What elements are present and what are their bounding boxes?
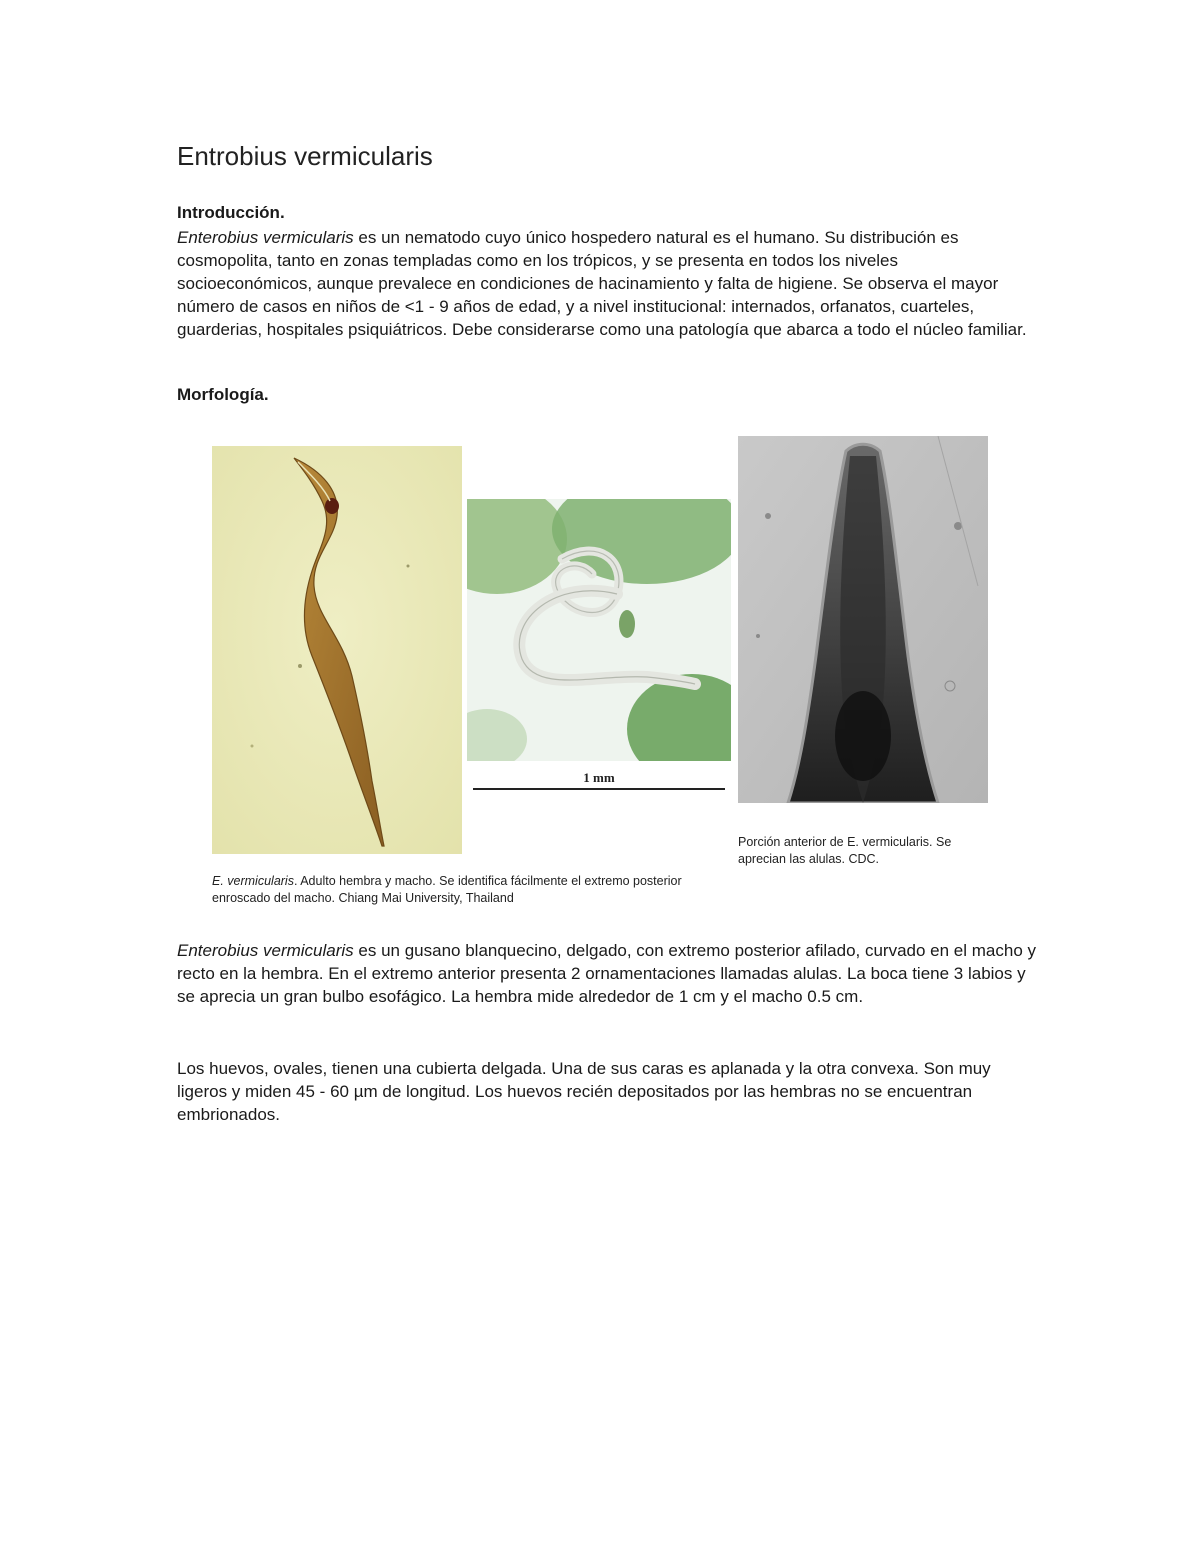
morphology-paragraph-1 [177, 939, 1037, 1008]
caption-anterior-portion: Porción anterior de E. vermicularis. Se aprecian las alulas. CDC. [738, 835, 952, 866]
page-title: Entrobius vermicularis [177, 141, 433, 171]
caption-adult [212, 873, 712, 907]
intro-heading: Introducción. [177, 203, 285, 222]
figure-anterior-portion [738, 436, 988, 803]
scale-bar-label: 1 mm [583, 770, 615, 785]
intro-paragraph [177, 226, 1037, 341]
figure-adult-male [467, 499, 731, 793]
intro-text: es un nematodo cuyo único hospedero natural es el humano. Su distribución es cosmopolita, tanto en zonas templadas como en los trópicos, y se presenta en todos los niveles socioeconómicos, aunque prevalece en condiciones de hacinamiento y falta de higiene. Se observa el mayor número de casos en niños de <1 - 9 años de edad, y a nivel institucional: internados, orfanatos, cuarteles, guarderias, hospitales psiquiátricos. Debe considerarse como una patología que abarca a todo el núcleo familiar. [177, 228, 1027, 339]
morphology-paragraph-2: Los huevos, ovales, tienen una cubierta delgada. Una de sus caras es aplanada y la otra convexa. Son muy ligeros y miden 45 - 60 µm de longitud. Los huevos recién depositados por las hembras no se encuentran embrionados. [177, 1059, 991, 1124]
morphology-species-name: Enterobius vermicularis [177, 941, 354, 960]
morphology-text-1: es un gusano blanquecino, delgado, con extremo posterior afilado, curvado en el macho y recto en la hembra. En el extremo anterior presenta 2 ornamentaciones llamadas alulas. La boca tiene 3 labios y se aprecia un gran bulbo esofágico. La hembra mide alrededor de 1 cm y el macho 0.5 cm. [177, 941, 1037, 1006]
figure-adult-female [212, 446, 462, 854]
intro-species-name: Enterobius vermicularis [177, 228, 354, 247]
caption-species-name: E. vermicularis [212, 874, 294, 888]
caption-adult-text: . Adulto hembra y macho. Se identifica fácilmente el extremo posterior enroscado del macho. Chiang Mai University, Thailand [212, 874, 682, 905]
morphology-heading: Morfología. [177, 385, 269, 404]
